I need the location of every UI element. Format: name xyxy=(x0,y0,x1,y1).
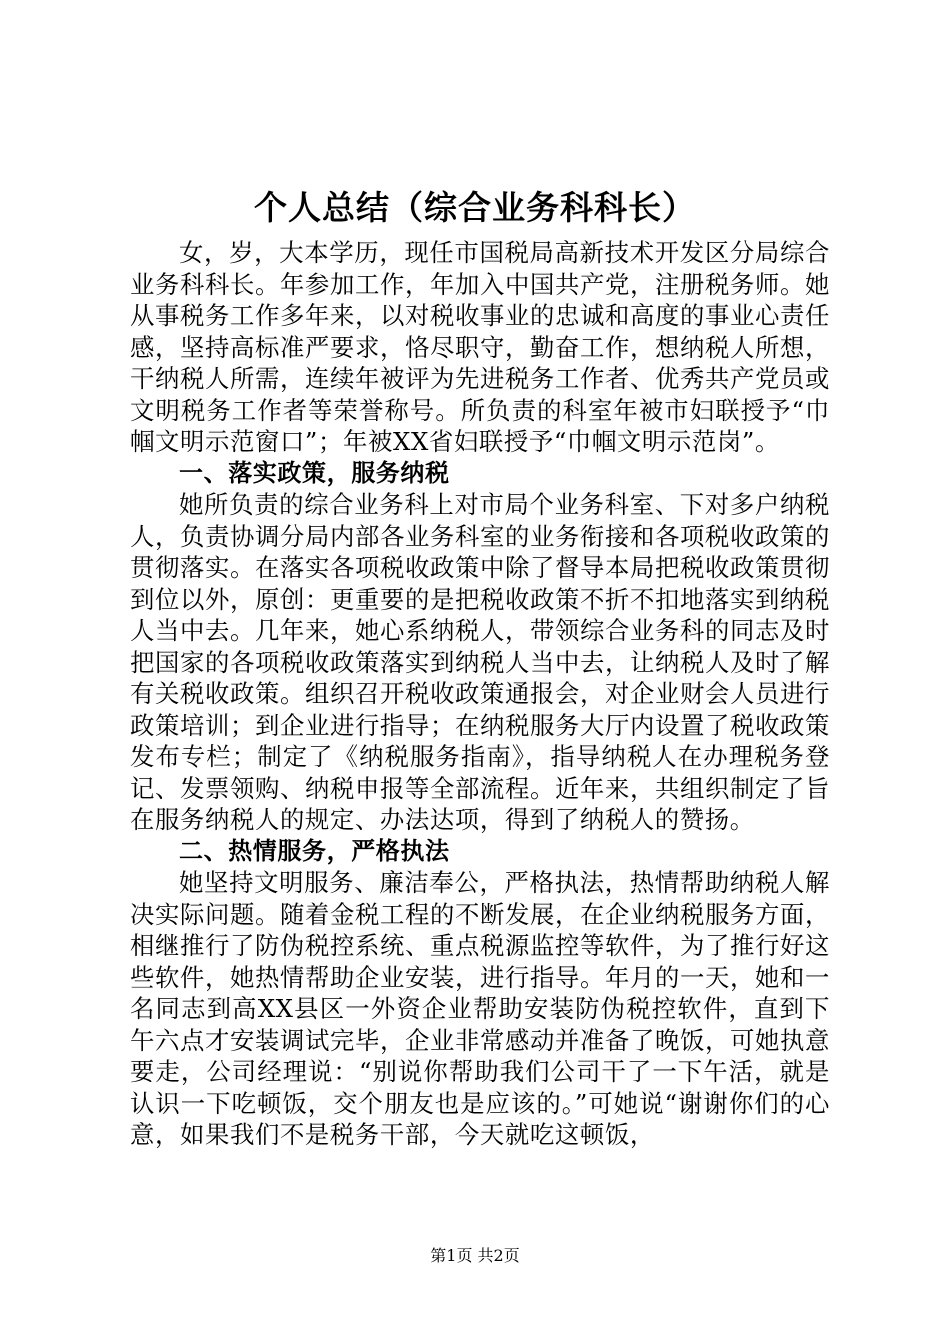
paragraph-section-2: 她坚持文明服务、廉洁奉公，严格执法，热情帮助纳税人解决实际问题。随着金税工程的不断发展，在企业纳税服务方面，相继推行了防伪税控系统、重点税源监控等软件，为了推行好这些软件，她热情帮助企业安装，进行指导。年月的一天，她和一名同志到高XX县区一外资企业帮助安装防伪税控软件，直到下午六点才安装调试完毕，企业非常感动并准备了晚饭，可她执意要走，公司经理说：“别说你帮助我们公司干了一下午活，就是认识一下吃顿饭，交个朋友也是应该的。”可她说“谢谢你们的心意，如果我们不是税务干部，今天就吃这顿饭， xyxy=(130,868,830,1149)
page-number-footer: 第1页 共2页 xyxy=(430,1246,520,1265)
document-body xyxy=(130,237,830,1151)
section-heading-2: 二、热情服务，严格执法 xyxy=(179,836,450,865)
document-title: 个人总结（综合业务科科长） xyxy=(254,188,696,227)
paragraph-section-1: 她所负责的综合业务科上对市局个业务科室、下对多户纳税人，负责协调分局内部各业务科室的业务衔接和各项税收政策的贯彻落实。在落实各项税收政策中除了督导本局把税收政策贯彻到位以外，原创：更重要的是把税收政策不折不扣地落实到纳税人当中去。几年来，她心系纳税人，带领综合业务科的同志及时把国家的各项税收政策落实到纳税人当中去，让纳税人及时了解有关税收政策。组织召开税收政策通报会，对企业财会人员进行政策培训；到企业进行指导；在纳税服务大厅内设置了税收政策发布专栏；制定了《纳税服务指南》，指导纳税人在办理税务登记、发票领购、纳税申报等全部流程。近年来，共组织制定了旨在服务纳税人的规定、办法达项，得到了纳税人的赞扬。 xyxy=(130,490,830,834)
section-heading-1: 一、落实政策，服务纳税 xyxy=(179,458,450,487)
paragraph-intro: 女，岁，大本学历，现任市国税局高新技术开发区分局综合业务科科长。年参加工作，年加入中国共产党，注册税务师。她从事税务工作多年来，以对税收事业的忠诚和高度的事业心责任感，坚持高标准严要求，恪尽职守，勤奋工作，想纳税人所想，干纳税人所需，连续年被评为先进税务工作者、优秀共产党员或文明税务工作者等荣誉称号。所负责的科室年被市妇联授予“巾帼文明示范窗口”；年被XX省妇联授予“巾帼文明示范岗”。 xyxy=(130,238,830,456)
